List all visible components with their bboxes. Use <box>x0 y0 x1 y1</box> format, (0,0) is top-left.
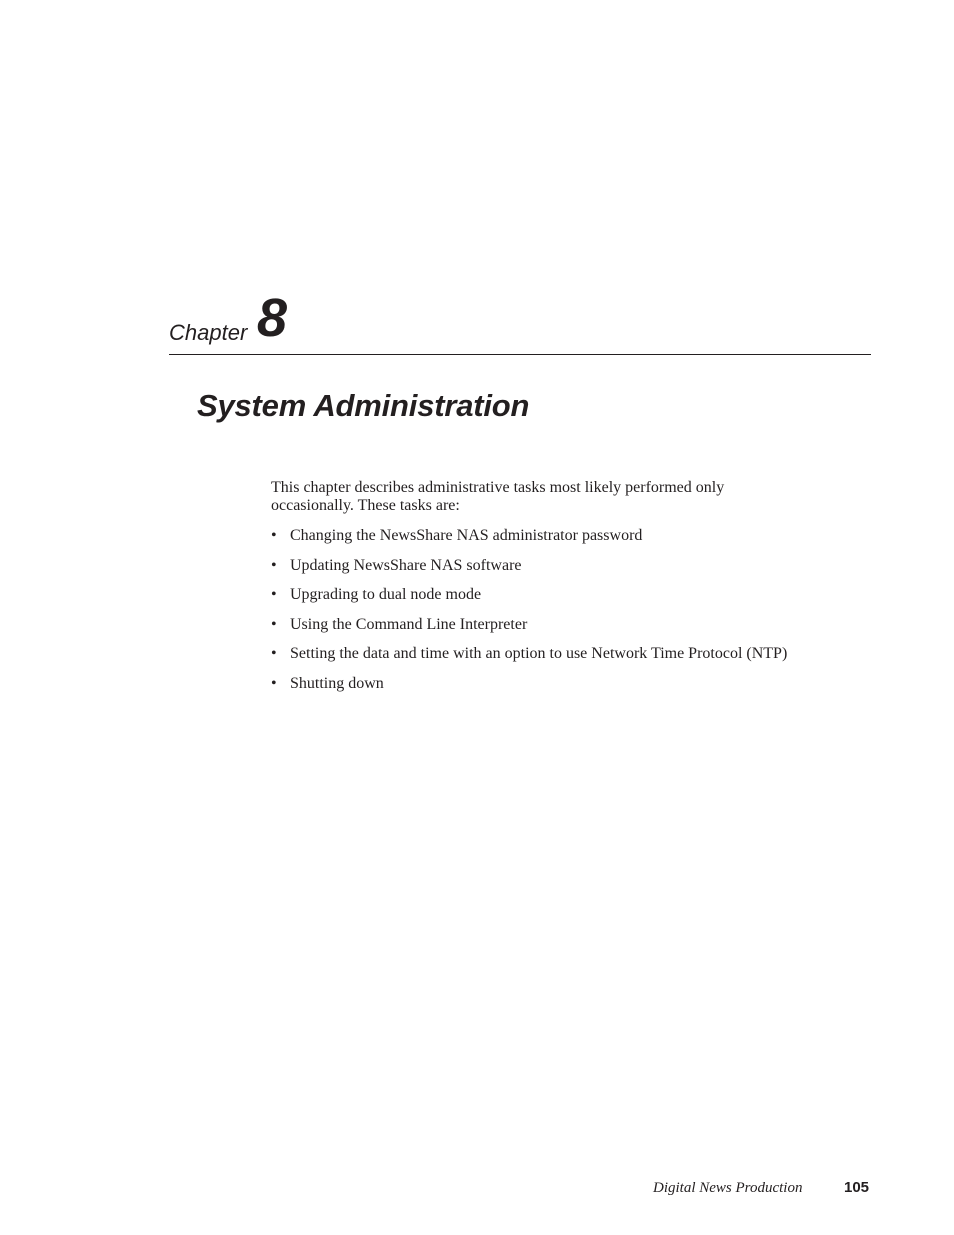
bullet-icon: • <box>271 586 277 604</box>
list-item <box>271 644 851 674</box>
list-item <box>271 615 851 645</box>
bullet-icon: • <box>271 527 277 544</box>
list-item <box>271 674 851 704</box>
list-item-text: Using the Command Line Interpreter <box>290 615 528 633</box>
list-item-text: Upgrading to dual node mode <box>290 586 482 604</box>
list-item <box>271 526 851 556</box>
page-number: 105 <box>844 1179 870 1196</box>
list-item <box>271 556 851 586</box>
bullet-icon: • <box>271 674 277 692</box>
page-title: System Administration <box>197 388 530 423</box>
chapter-heading <box>169 288 871 355</box>
task-list <box>271 526 851 704</box>
intro-paragraph: This chapter describes administrative tasks most likely performed only occasionally. These tasks are: <box>271 479 725 514</box>
chapter-label: Chapter <box>169 320 248 345</box>
chapter-number: 8 <box>257 288 288 348</box>
list-item-text: Setting the data and time with an option to use Network Time Protocol (NTP) <box>290 645 788 663</box>
bullet-icon: • <box>271 615 277 633</box>
footer-document-title: Digital News Production <box>653 1180 803 1196</box>
bullet-icon: • <box>271 645 277 663</box>
list-item-text: Changing the NewsShare NAS administrator password <box>290 527 643 544</box>
bullet-icon: • <box>271 556 277 574</box>
list-item <box>271 585 851 615</box>
list-item-text: Shutting down <box>290 674 384 692</box>
list-item-text: Updating NewsShare NAS software <box>290 556 522 574</box>
